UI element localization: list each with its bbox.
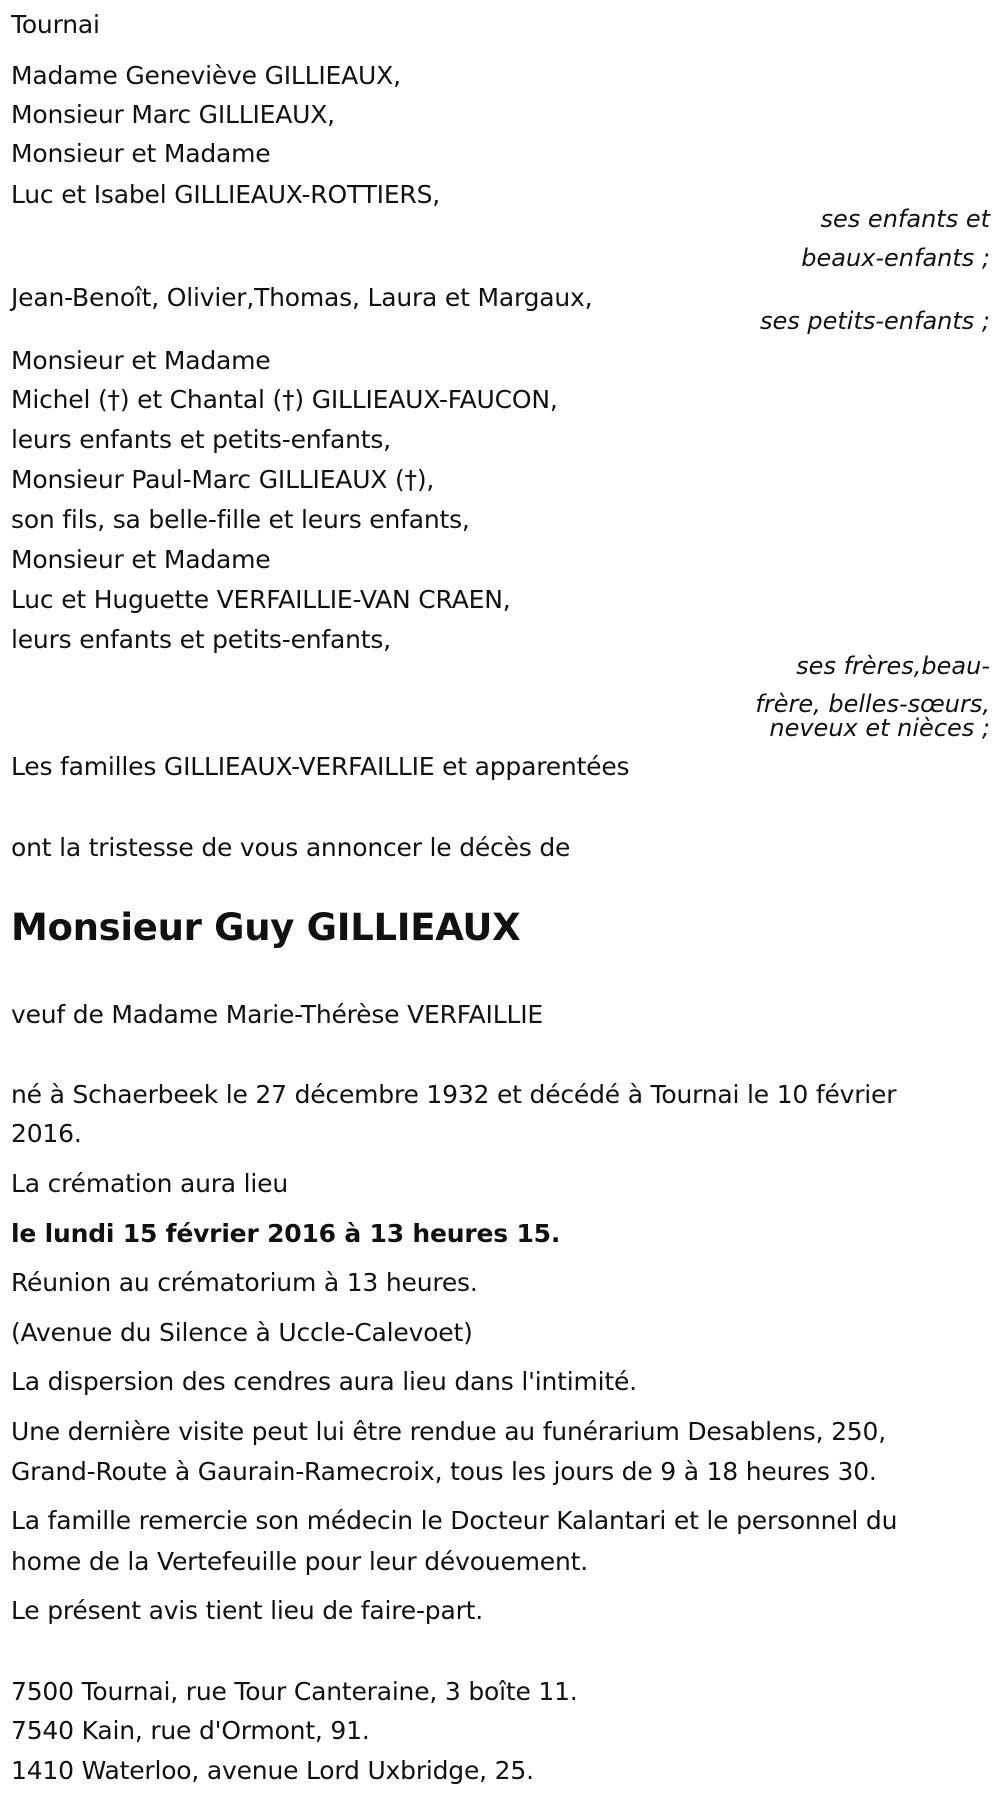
relationship-label: neveux et nièces ; — [769, 714, 990, 742]
family-line: son fils, sa belle-fille et leurs enfants, — [11, 505, 470, 534]
families-line: Les familles GILLIEAUX-VERFAILLIE et apparentées — [11, 752, 630, 781]
family-line: Luc et Huguette VERFAILLIE-VAN CRAEN, — [11, 585, 511, 614]
deceased-name: Monsieur Guy GILLIEAUX — [11, 906, 521, 949]
family-line: Monsieur Marc GILLIEAUX, — [11, 100, 335, 129]
visit-info: Une dernière visite peut lui être rendue au funérarium Desablens, 250, — [11, 1417, 886, 1446]
cremation-date: le lundi 15 février 2016 à 13 heures 15. — [11, 1219, 561, 1248]
relationship-label: ses petits-enfants ; — [759, 307, 990, 335]
crematorium-address: (Avenue du Silence à Uccle-Calevoet) — [11, 1318, 473, 1347]
birth-death-line: 2016. — [11, 1119, 82, 1148]
relationship-label: ses enfants et — [820, 205, 990, 233]
family-line: leurs enfants et petits-enfants, — [11, 625, 391, 654]
ashes-dispersion: La dispersion des cendres aura lieu dans l'intimité. — [11, 1367, 637, 1396]
relationship-label: beaux-enfants ; — [801, 244, 990, 272]
relationship-label: frère, belles-sœurs, — [755, 690, 990, 718]
notice-statement: Le présent avis tient lieu de faire-part. — [11, 1596, 484, 1625]
announcement-text: ont la tristesse de vous annoncer le décès de — [11, 833, 571, 862]
city-heading: Tournai — [11, 10, 100, 39]
address-line: 7500 Tournai, rue Tour Canteraine, 3 boîte 11. — [11, 1677, 578, 1706]
meeting-time: Réunion au crématorium à 13 heures. — [11, 1268, 478, 1297]
thanks-text: home de la Vertefeuille pour leur dévouement. — [11, 1547, 588, 1576]
thanks-text: La famille remercie son médecin le Docteur Kalantari et le personnel du — [11, 1506, 898, 1535]
family-line: Monsieur et Madame — [11, 346, 271, 375]
visit-info: Grand-Route à Gaurain-Ramecroix, tous les jours de 9 à 18 heures 30. — [11, 1457, 877, 1486]
family-line: leurs enfants et petits-enfants, — [11, 425, 391, 454]
address-line: 7540 Kain, rue d'Ormont, 91. — [11, 1716, 370, 1745]
family-line: Monsieur et Madame — [11, 139, 271, 168]
family-line: Monsieur et Madame — [11, 545, 271, 574]
relationship-label: ses frères,beau- — [796, 652, 990, 680]
widower-of: veuf de Madame Marie-Thérèse VERFAILLIE — [11, 1000, 543, 1029]
birth-death-line: né à Schaerbeek le 27 décembre 1932 et décédé à Tournai le 10 février — [11, 1080, 897, 1109]
family-line: Monsieur Paul-Marc GILLIEAUX (†), — [11, 465, 435, 494]
family-line: Luc et Isabel GILLIEAUX-ROTTIERS, — [11, 180, 440, 209]
cremation-intro: La crémation aura lieu — [11, 1169, 288, 1198]
address-line: 1410 Waterloo, avenue Lord Uxbridge, 25. — [11, 1756, 534, 1785]
grandchildren-names: Jean-Benoît, Olivier,Thomas, Laura et Margaux, — [11, 283, 593, 312]
family-line: Madame Geneviève GILLIEAUX, — [11, 61, 401, 90]
family-line: Michel (†) et Chantal (†) GILLIEAUX-FAUCON, — [11, 385, 558, 414]
